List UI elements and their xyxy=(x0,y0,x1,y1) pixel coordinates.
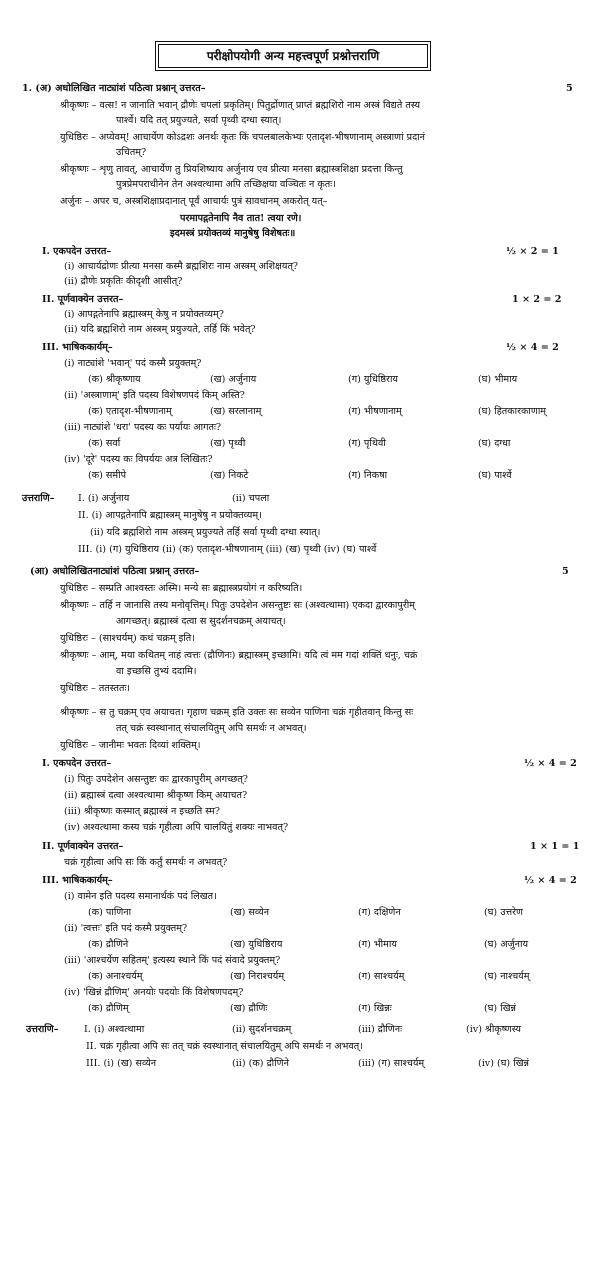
text-line: (iv) (घ) खिन्नं xyxy=(478,1058,530,1069)
text-line: इदमस्त्रं प्रयोक्तव्यं मानुषेषु विशेषतः॥ xyxy=(170,228,296,239)
text-line: युधिष्ठिरः – जानीमः भवतः दिव्यां शक्तिम्। xyxy=(60,740,201,751)
text-line: (iii) (ग) साश्चर्यम् xyxy=(358,1058,425,1069)
text-line: (घ) भीमाय xyxy=(478,374,518,385)
text-line: (घ) अर्जुनाय xyxy=(484,939,529,950)
text-line: III. भाषिककार्यम्– xyxy=(42,875,113,886)
text-line: (iv) 'खिन्नं द्रौणिम्' अनयोः पदयोः किं विशेषणपदम्? xyxy=(64,987,244,998)
text-line: उत्तराणि– xyxy=(22,493,55,504)
text-line: पुत्रप्रेमपराधीनेन तेन अश्वत्थामा अपि तच्छिक्षया वञ्चितः न कृतः। xyxy=(116,179,336,190)
text-line: (ii) ब्रह्मास्त्रं दत्वा अश्वत्थामा श्रीकृष्ण किम् अयाचत? xyxy=(64,790,248,801)
text-line: 5 xyxy=(566,83,573,94)
text-line: (क) द्रौणिम् xyxy=(88,1003,129,1014)
text-line: युधिष्ठिरः – ततस्ततः। xyxy=(60,683,131,694)
text-line: (ii) 'अस्त्राणाम्' इति पदस्य विशेषणपदं किम् अस्ति? xyxy=(64,390,245,401)
text-line: (i) आचार्यद्रोणः प्रीत्या मनसा कस्मै ब्रह्मशिरः नाम अस्त्रम् अशिक्षयत्? xyxy=(64,261,299,272)
text-line: (ग) साश्चर्यम् xyxy=(358,971,405,982)
text-line: (ग) निकषा xyxy=(348,470,388,481)
text-line: III. (i) (ख) सव्येन xyxy=(86,1058,157,1069)
text-line: (iv) 'दूरे' पदस्य कः विपर्ययः अत्र लिखितः? xyxy=(64,454,213,465)
text-line: श्रीकृष्णः – शृणु तावत्, आचार्येण तु प्रियशिष्याय अर्जुनाय एव प्रीत्या मनसा ब्रह्मास्त्रशिक्षा प्रदत्ता किन्तु xyxy=(60,164,403,175)
text-line: युधिष्ठिरः – (साश्चर्यम्) कथं चक्रम् इति। xyxy=(60,633,195,644)
text-line: (आ) अधोलिखितनाट्यांशं पठित्वा प्रश्नान् उत्तरत– xyxy=(30,566,200,577)
text-line: (क) समीपे xyxy=(88,470,127,481)
text-line: (ख) सव्येन xyxy=(230,907,270,918)
text-line: (ii) 'त्वत्तः' इति पदं कस्मै प्रयुक्तम्? xyxy=(64,923,188,934)
text-line: (घ) दग्धा xyxy=(478,438,511,449)
text-line: ½ × 4 = 2 xyxy=(524,758,577,769)
page-title: परीक्षोपयोगी अन्य महत्त्वपूर्ण प्रश्नोत्तराणि xyxy=(158,44,428,68)
text-line: (iii) द्रौणिनः xyxy=(358,1024,403,1035)
text-line: (घ) हितकारकाणाम् xyxy=(478,406,547,417)
text-line: I. एकपदेन उत्तरत– xyxy=(42,758,112,769)
text-line: (ii) चपला xyxy=(232,493,270,504)
text-line: श्रीकृष्णः – वत्स! न जानाति भवान् द्रौणेः चपलां प्रकृतिम्। पितुर्द्रोणात् प्राप्तं ब्रह्मशिरो नाम अस्त्रं विद्यते तस्य xyxy=(60,100,421,111)
text-line: अर्जुनः – अपर च, अस्त्रशिक्षाप्रदानात् पूर्वं आचार्यः पुत्रं सावधानम् अकरोत् यत्– xyxy=(60,196,328,207)
text-line: ½ × 4 = 2 xyxy=(506,342,559,353)
text-line: (ख) सरलानाम् xyxy=(210,406,262,417)
text-line: 5 xyxy=(562,566,569,577)
text-line: II. चक्रं गृहीत्वा अपि सः तत् चक्रं स्वस्थानात् संचालयितुम् अपि समर्थः न अभवत्। xyxy=(86,1041,363,1052)
text-line: II. पूर्णवाक्येन उत्तरत– xyxy=(42,841,124,852)
text-line: 1 × 1 = 1 xyxy=(530,841,580,852)
text-line: (क) एतादृश-भीषणानाम् xyxy=(88,406,172,417)
text-line: I. एकपदेन उत्तरत– xyxy=(42,246,112,257)
text-line: II. (i) आपद्गतेनापि ब्रह्मास्त्रम् मानुषेषु न प्रयोक्तव्यम्। xyxy=(78,510,262,521)
text-line: (ii) सुदर्शनचक्रम् xyxy=(232,1024,292,1035)
text-line: (ग) खिन्नः xyxy=(358,1003,392,1014)
text-line: (क) पाणिना xyxy=(88,907,132,918)
text-line: (i) आपद्गतेनापि ब्रह्मास्त्रम् केषु न प्रयोक्तव्यम्? xyxy=(64,309,224,320)
text-line: (ग) दक्षिणेन xyxy=(358,907,401,918)
text-line: (i) वामेन इति पदस्य समानार्थकं पदं लिखत। xyxy=(64,891,217,902)
text-line: I. (i) अश्वत्थामा xyxy=(84,1024,145,1035)
text-line: उत्तराणि– xyxy=(26,1024,59,1035)
text-line: (क) द्रौणिने xyxy=(88,939,129,950)
text-line: (iii) 'आश्चर्येण सहितम्' इत्यस्य स्थाने किं पदं संवादे प्रयुक्तम्? xyxy=(64,955,281,966)
text-line: (ii) यदि ब्रह्मशिरो नाम अस्त्रम् प्रयुज्यते तर्हि सर्वा पृथ्वी दग्धा स्यात्। xyxy=(90,527,321,538)
text-line: (iv) श्रीकृष्णस्य xyxy=(466,1024,521,1035)
text-line: (iv) अश्वत्थामा कस्य चक्रं गृहीत्वा अपि चालयितुं शक्यः नाभवत्? xyxy=(64,822,289,833)
text-line: III. भाषिककार्यम्– xyxy=(42,342,113,353)
text-line: (i) पितुः उपदेशेन असन्तुष्टः कः द्वारकापुरीम् अगच्छत्? xyxy=(64,774,248,785)
text-line: श्रीकृष्णः – तर्हि न जानासि तस्य मनोवृत्तिम्। पितुः उपदेशेन असन्तुष्टः सः (अश्वत्थामा) एकदा द्वारकापुरीम् xyxy=(60,600,415,611)
text-line: पार्श्वे। यदि तत् प्रयुज्यते, सर्वा पृथ्वी दग्धा स्यात्। xyxy=(116,115,282,126)
text-line: II. पूर्णवाक्येन उत्तरत– xyxy=(42,294,124,305)
text-line: (क) सर्वा xyxy=(88,438,121,449)
text-line: 1. (अ) अधोलिखित नाट्यांशं पठित्वा प्रश्नान् उत्तरत– xyxy=(22,83,206,94)
text-line: III. (i) (ग) युधिष्ठिराय (ii) (क) एतादृश-भीषणानाम् (iii) (ख) पृथ्वी (iv) (घ) पार्श्वे xyxy=(78,544,377,555)
text-line: 1 × 2 = 2 xyxy=(512,294,562,305)
text-line: (क) श्रीकृष्णाय xyxy=(88,374,141,385)
text-line: (ii) यदि ब्रह्मशिरो नाम अस्त्रम् प्रयुज्यते, तर्हि किं भवेत्? xyxy=(64,324,256,335)
text-line: (i) नाट्यांशे 'भवान्' पदं कस्मै प्रयुक्तम्? xyxy=(64,358,202,369)
text-line: (ख) युधिष्ठिराय xyxy=(230,939,283,950)
text-line: युधिष्ठिरः – सम्प्रति आश्वस्तः अस्मि। मन्ये सः ब्रह्मास्त्रप्रयोगं न करिष्यति। xyxy=(60,583,303,594)
text-line: ½ × 2 = 1 xyxy=(506,246,559,257)
text-line: वा इच्छसि तुभ्यं ददामि। xyxy=(116,666,197,677)
text-line: (ii) द्रौणेः प्रकृतिः कीदृशी आसीत्? xyxy=(64,276,183,287)
text-line: (iii) श्रीकृष्णः कस्मात् ब्रह्मास्त्रं न इच्छति स्म? xyxy=(64,806,220,817)
text-line: उचितम्? xyxy=(116,147,147,158)
text-line: तत् चक्रं स्वस्थानात् संचालयितुम् अपि समर्थः न अभवत्। xyxy=(116,723,307,734)
text-line: (iii) नाट्यांशे 'धरा' पदस्य कः पर्यायः आगतः? xyxy=(64,422,222,433)
text-line: (ग) युधिष्ठिराय xyxy=(348,374,398,385)
text-line: ½ × 4 = 2 xyxy=(524,875,577,886)
text-line: (ख) निराश्चर्यम् xyxy=(230,971,285,982)
text-line: (घ) उत्तरेण xyxy=(484,907,523,918)
text-line: (क) अनाश्चर्यम् xyxy=(88,971,143,982)
text-line: श्रीकृष्णः – स तु चक्रम् एव अयाचत। गृहाण चक्रम् इति उक्तः सः सव्येन पाणिना चक्रं गृहीतवान् किन्तु सः xyxy=(60,707,414,718)
text-line: (ख) निकटे xyxy=(210,470,249,481)
text-line: (ख) पृथ्वी xyxy=(210,438,246,449)
text-line: श्रीकृष्णः – आम्, मया कथितम् नाहं त्वत्तः (द्रौणिनः) ब्रह्मास्त्रम् इच्छामि। यदि त्वं मम गदां शक्तिं धनुः, चक्रं xyxy=(60,650,418,661)
text-line: आगच्छत्। ब्रह्मास्त्रं दत्वा स सुदर्शनचक्रम् अयाचत्। xyxy=(116,616,286,627)
text-line: (घ) पार्श्वे xyxy=(478,470,512,481)
text-line: (ख) अर्जुनाय xyxy=(210,374,257,385)
text-line: (ग) भीषणानाम् xyxy=(348,406,402,417)
text-line: (ग) पृथिवी xyxy=(348,438,386,449)
text-line: (ग) भीमाय xyxy=(358,939,397,950)
text-line: परमापद्गतेनापि नैव तात! त्वया रणे। xyxy=(180,213,302,224)
text-line: I. (i) अर्जुनाय xyxy=(78,493,130,504)
text-line: युधिष्ठिरः – अप्येवम्! आचार्येण कोऽद्रशः अनर्थः कृतः किं चपलबालकेभ्यः एतादृश-भीषणानाम् अस्त्राणां प्रदानं xyxy=(60,132,425,143)
text-line: चक्रं गृहीत्वा अपि सः किं कर्तुं समर्थः न अभवत्? xyxy=(64,857,228,868)
text-line: (ख) द्रौणिः xyxy=(230,1003,268,1014)
text-line: (घ) खिन्नं xyxy=(484,1003,517,1014)
text-line: (घ) नाश्चर्यम् xyxy=(484,971,530,982)
text-line: (ii) (क) द्रौणिने xyxy=(232,1058,289,1069)
